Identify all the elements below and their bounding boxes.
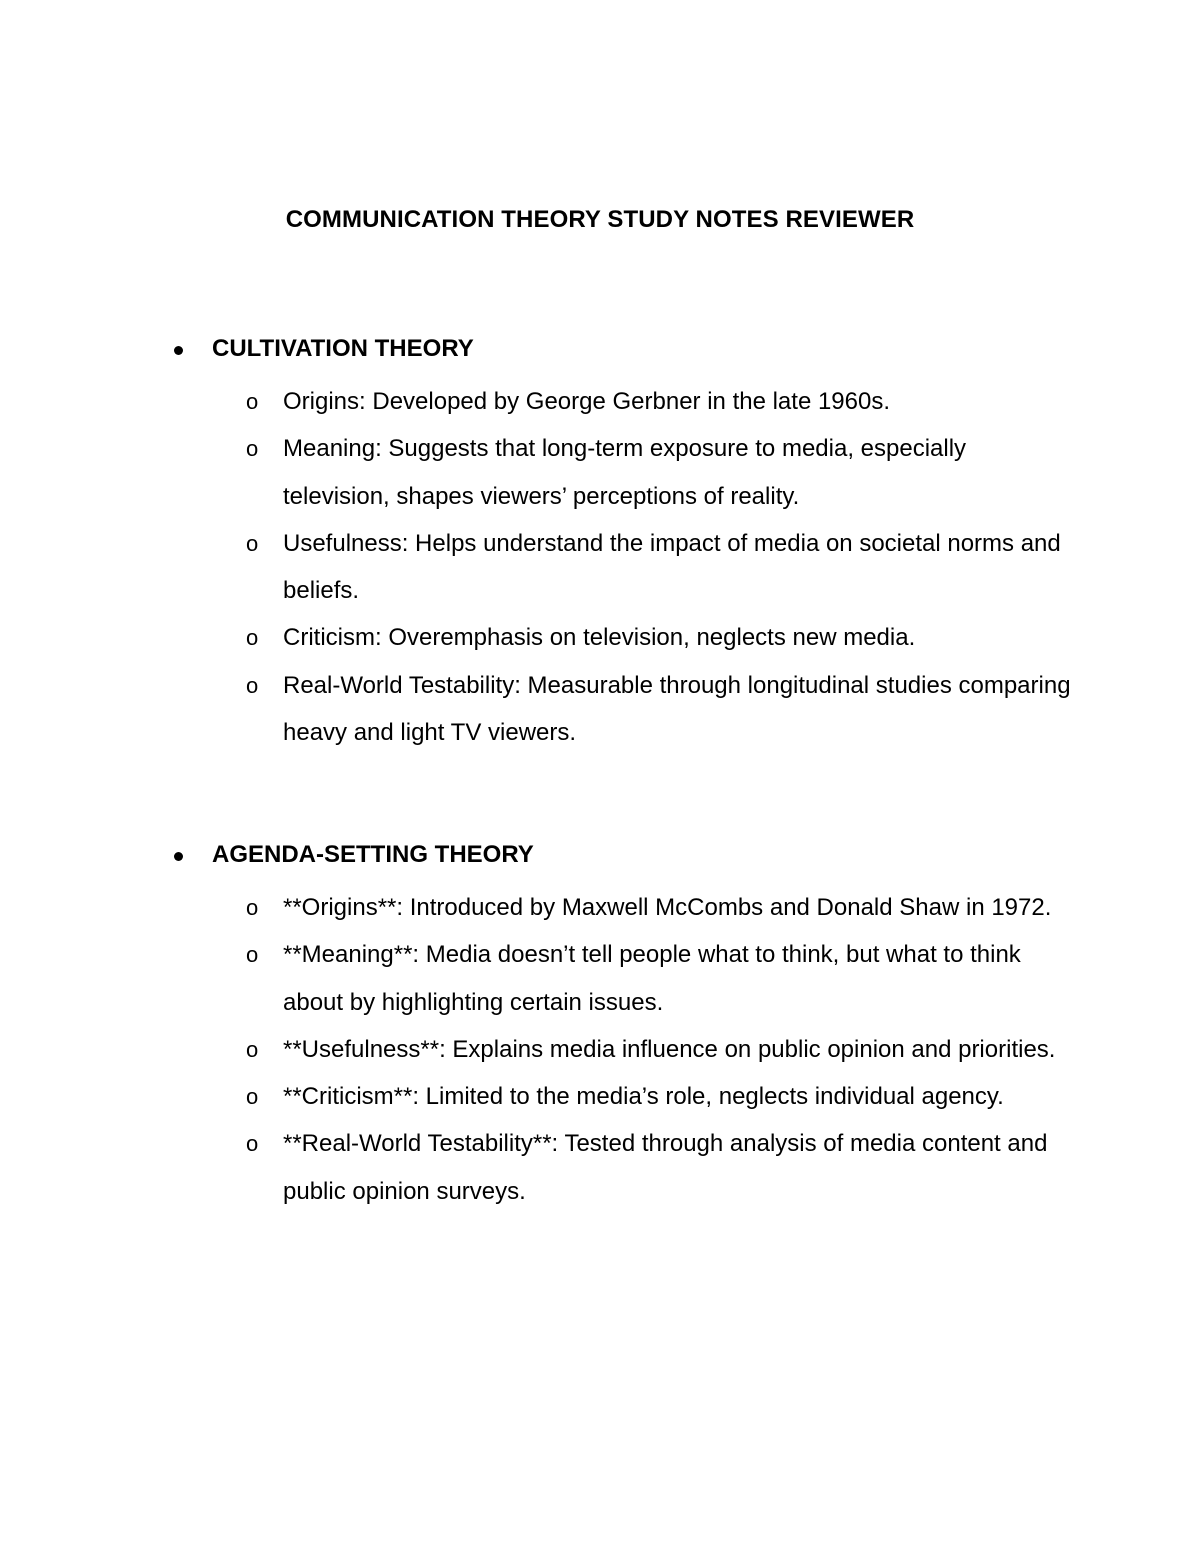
list-item bbox=[0, 378, 1073, 425]
section-heading: CULTIVATION THEORY bbox=[212, 335, 474, 362]
list-item-text: Origins: Developed by George Gerbner in the late 1960s. bbox=[283, 388, 891, 415]
list-item bbox=[0, 662, 1073, 757]
section-agenda-setting-theory bbox=[0, 836, 1200, 1215]
list-item-text: **Meaning**: Media doesn’t tell people what to think, but what to think about by highlighting certain issues. bbox=[283, 941, 1021, 1016]
list-item-text: **Real-World Testability**: Tested through analysis of media content and public opinion surveys. bbox=[283, 1130, 1048, 1205]
sub-list bbox=[0, 884, 1200, 1215]
page-title: COMMUNICATION THEORY STUDY NOTES REVIEWER bbox=[285, 206, 915, 233]
circle-bullet-icon: o bbox=[246, 625, 259, 651]
sub-list bbox=[0, 378, 1200, 756]
section-heading-row bbox=[0, 330, 1200, 378]
circle-bullet-icon: o bbox=[246, 1131, 259, 1157]
list-item-text: Usefulness: Helps understand the impact of media on societal norms and beliefs. bbox=[283, 529, 1061, 605]
list-item-text: Criticism: Overemphasis on television, neglects new media. bbox=[283, 624, 916, 652]
list-item bbox=[0, 1120, 1073, 1215]
list-item bbox=[0, 520, 1073, 615]
section-heading: AGENDA-SETTING THEORY bbox=[212, 841, 534, 868]
list-item bbox=[0, 931, 1073, 1026]
circle-bullet-icon: o bbox=[246, 1084, 259, 1110]
list-item-text: Meaning: Suggests that long-term exposure to media, especially television, shapes viewers’ perceptions of reality. bbox=[283, 435, 967, 510]
circle-bullet-icon: o bbox=[246, 672, 259, 698]
section-cultivation-theory bbox=[0, 330, 1200, 756]
circle-bullet-icon: o bbox=[246, 942, 259, 968]
list-item-text: **Origins**: Introduced by Maxwell McCombs and Donald Shaw in 1972. bbox=[283, 894, 1052, 921]
list-item-text: **Usefulness**: Explains media influence on public opinion and priorities. bbox=[283, 1035, 1056, 1063]
list-item bbox=[0, 425, 1073, 520]
list-item bbox=[0, 884, 1073, 931]
list-item bbox=[0, 614, 1073, 661]
list-item bbox=[0, 1073, 1073, 1120]
bullet-dot-icon bbox=[174, 852, 183, 861]
bullet-dot-icon bbox=[174, 346, 183, 355]
circle-bullet-icon: o bbox=[246, 1036, 259, 1062]
list-item-text: Real-World Testability: Measurable through longitudinal studies comparing heavy and light TV viewers. bbox=[283, 671, 1071, 747]
circle-bullet-icon: o bbox=[246, 389, 259, 414]
section-heading-row bbox=[0, 836, 1200, 884]
circle-bullet-icon: o bbox=[246, 895, 259, 920]
circle-bullet-icon: o bbox=[246, 530, 259, 556]
list-item-text: **Criticism**: Limited to the media’s role, neglects individual agency. bbox=[283, 1083, 1004, 1111]
circle-bullet-icon: o bbox=[246, 436, 259, 462]
list-item bbox=[0, 1026, 1073, 1073]
